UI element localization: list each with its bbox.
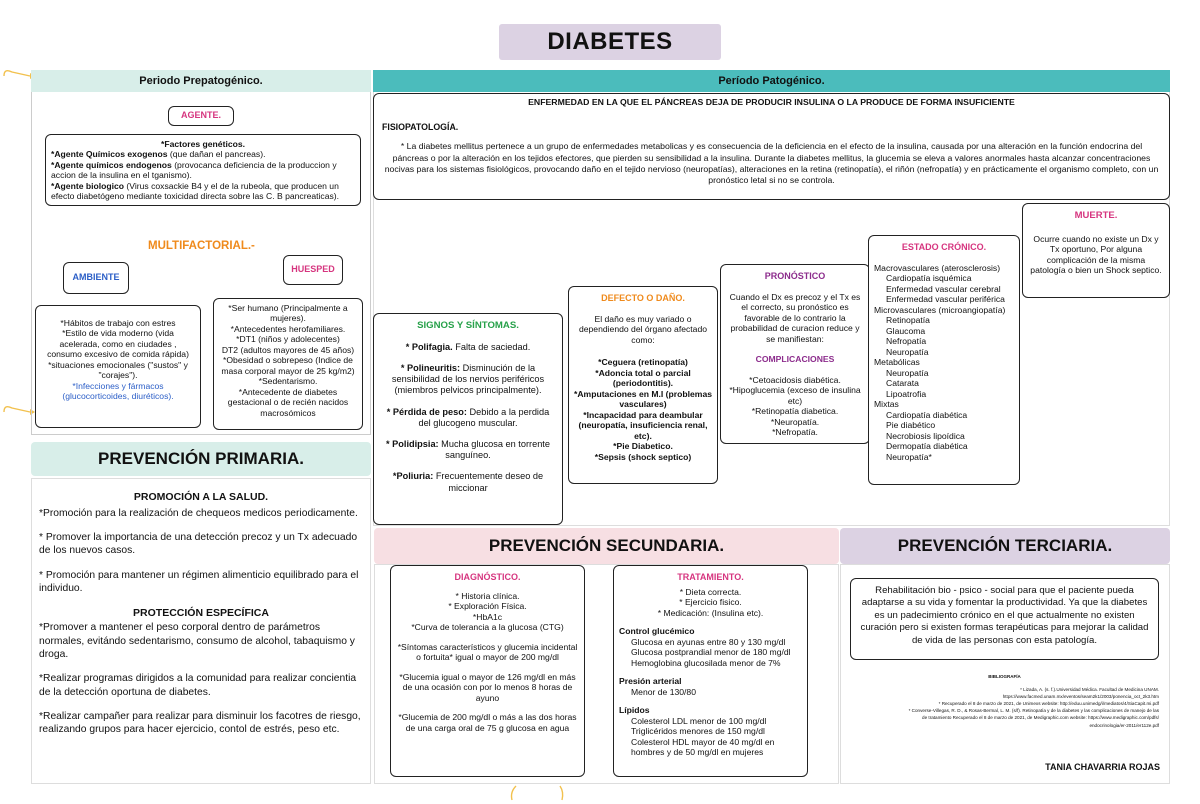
patogenico-header: Período Patogénico. [373,70,1170,92]
diagnostico-item: * Exploración Física. [448,601,527,612]
signos-item-bold: * Polidipsia: [386,439,439,450]
cronico-item: Macrovasculares (aterosclerosis) [874,262,1001,273]
agente-line-bold: *Factores genéticos. [160,139,246,149]
diagnostico-item: *Glucemia de 200 mg/dl o más a las dos horas de una carga oral de 75 g glucosa en agua [398,712,577,733]
cronico-item: Enfermedad vascular periférica [886,294,1005,305]
control-item: Glucosa postprandial menor de 180 mg/dl [631,647,791,658]
diagnostico-item: *Curva de tolerancia a la glucosa (CTG) [411,622,564,633]
muerte-label: MUERTE. [1074,210,1118,221]
bibliografia-item: * Recuperado el 8 de marzo de 2021, de Unimexs website: http://eduu.unimedg/i/mediatos/4/SiaCapit.mi.pdf [938,701,1159,707]
pronostico-box [720,264,870,444]
signos-item [381,342,555,353]
agente-line [51,181,355,202]
promocion-item: *Promoción para la realización de chequeos medicos periodicamente. [39,507,358,519]
prevencion-primaria-panel [31,478,371,784]
agente-line-text: (Virus coxsackie B4 y el de la rubeola, que producen un efecto diabetógeno mediante toxicidad directa sobre las C. B pancreaticas). [51,180,340,202]
cronico-item: Cardiopatía diabética [886,409,968,420]
bibliografia-label: BIBLIOGRAFÍA [988,674,1021,679]
complicacion-item: *Cetoacidosis diabética. [749,374,841,385]
agente-line-text: (que dañan el pancreas). [167,149,266,160]
cronico-item: Microvasculares (microangiopatía) [874,304,1006,315]
cronico-item: Nefropatía [886,336,927,347]
prevencion-primaria-header: PREVENCIÓN PRIMARIA. [31,442,371,476]
tratamiento-item: * Medicación: (Insulina etc). [657,607,764,618]
bibliografia-item: * Converse-Villegas, R. D., & Rosas-Bermal, L. M. (s/f). Retinopatía y de la diabetes y las complicaciones de manejo de las [908,708,1159,714]
cronico-item: Mixtas [874,399,899,410]
lipidos-item: Colesterol LDL menor de 100 mg/dl [631,715,767,726]
agente-line-text: (provocanca deficiencia de la produccion y accion de la insulina en el tganismo). [51,159,337,181]
ambiente-label: AMBIENTE [63,262,129,294]
promocion-label: PROMOCIÓN A LA SALUD. [133,491,269,503]
fisiopatologia-box [373,93,1170,200]
cronico-item: Neuropatía* [886,451,932,462]
lipidos-item: Colesterol HDL mayor de 40 mg/dl en hombres y de 50 mg/dl en mujeres [631,736,775,758]
definition-text: ENFERMEDAD EN LA QUE EL PÁNCREAS DEJA DE PRODUCIR INSULINA O LA PRODUCE DE FORMA INSUFICIENTE [528,97,1015,107]
signos-item-text: Frecuentemente deseo de miccionar [433,471,544,493]
diagnostico-item: *Síntomas característicos y glucemia incidental o fortuita* igual o mayor de 200 mg/dl [397,641,578,663]
presion-label: Presión arterial [619,676,682,687]
cronico-item: Necrobiosis lipoídica [886,430,965,441]
fisio-label: FISIOPATOLOGÍA. [382,121,459,132]
huesped-label: HUESPED [283,255,343,285]
lipidos-label: Lípidos [619,705,650,716]
bibliografia-item: endocrinologia/er-2011/er112e.pdf [1089,722,1159,728]
signos-item [381,439,555,461]
cronico-item: Neuropatía [886,367,929,378]
huesped-line: *Obesidad o sobrepeso (Indice de masa corporal mayor de 25 kg/m2) [221,355,355,376]
diagnostico-box [390,565,585,777]
signos-item-bold: * Pérdida de peso: [386,406,467,417]
cronico-label: ESTADO CRÓNICO. [901,242,987,252]
arrow-left-top [4,71,30,76]
agente-box [45,134,361,206]
signos-item-bold: * Polineuritis: [400,362,461,373]
proteccion-item: *Realizar campañer para realizar para disminuir los facotres de riesgo, realizando grupos para hacer ejercicio, contol de estrés, peso etc. [39,711,361,736]
agente-line [51,160,355,181]
defecto-item: *Adoncia total o parcial (periodontitis). [595,367,691,389]
arrow-bottom-2 [560,786,563,800]
agente-label: AGENTE. [168,106,234,126]
muerte-box [1022,203,1170,298]
diagnostico-item [396,633,579,642]
agente-line-bold: *Agente biologico [51,180,125,191]
ambiente-line: *situaciones emocionales ("sustos" y "corajes"). [48,359,188,381]
prepatogenico-header: Periodo Prepatogénico. [31,70,371,92]
complicacion-item: *Hipoglucemia (exceso de insulina etc) [729,385,861,406]
prevencion-terciaria-header: PREVENCIÓN TERCIARIA. [840,528,1170,564]
huesped-line: *DT1 (niños y adolecentes) [236,334,340,345]
defecto-item: *Incapacidad para deambular (neuropatía, insuficiencia renal, etc). [578,409,708,441]
signos-item [381,363,555,397]
cronico-item: Cardiopatía isquémica [886,273,972,284]
muerte-text: Ocurre cuando no existe un Dx y Tx oportuno, Por alguna complicación de la misma patología o bien un Shock septico. [1030,233,1162,276]
ambiente-line: *Hábitos de trabajo con estres [60,318,176,328]
multifactorial-label: MULTIFACTORIAL.- [148,240,255,252]
page-title: DIABETES [499,24,721,60]
terciaria-box: Rehabilitación bio - psico - social para que el paciente pueda adaptarse a su vida y fomentar la productividad. Ya que la diabetes es un padecimiento crónico en el que actualmente no existen curación pero si existen formas terapéuticas para mejorar la calidad de vida de las personas con esta patología. [850,578,1159,660]
signos-item-text: Disminución de la sensibilidad de los nervios periféricos (miembros pelvicos principalmente). [391,362,545,396]
cronico-item: Glaucoma [886,325,926,336]
huesped-line: *Ser humano (Principalmente a mujeres). [228,303,348,324]
cronico-item: Catarata [886,378,919,389]
signos-item-text: Debido a la perdida del glucogeno muscular. [418,406,550,428]
diagnostico-item: *HbA1c [472,611,503,622]
defecto-item: *Amputaciones en M.I (problemas vasculares) [574,388,713,410]
agente-line-bold: *Agente químicos endogenos [51,159,172,170]
cronico-item: Enfermedad vascular cerebral [886,283,1001,294]
cronico-item: Pie diabético [886,420,936,431]
diagnostico-item [396,663,579,672]
huesped-line: DT2 (adultos mayores de 45 años) [221,344,355,355]
huesped-line: *Antecedente de diabetes gestacional o de recién nacidos macrosómicos [227,386,349,418]
signos-item [381,407,555,429]
control-item: Hemoglobina glucosilada menor de 7% [631,657,781,668]
complicacion-item: *Neuropatía. [770,416,820,427]
bibliografia-list [850,686,1159,729]
cronico-item: Retinopatía [886,315,930,326]
agente-line-bold: *Agente Químicos exogenos [51,149,168,160]
defecto-item: *Ceguera (retinopatía) [598,357,688,368]
cronico-item: Dermopatía diabética [886,441,968,452]
signos-label: SIGNOS Y SÍNTOMAS. [417,320,519,331]
agente-line [51,149,355,159]
ambiente-line: *Estilo de vida moderno (vida acelerada, como en ciudades , consumo excesivo de comida rápida) [47,328,189,360]
agente-line [51,139,355,149]
ambiente-line: *Infecciones y fármacos (glucocorticoides, diuréticos). [62,380,174,402]
control-item: Glucosa en ayunas entre 80 y 130 mg/dl [631,636,786,647]
complicacion-item: *Retinopatía diabetica. [751,406,839,417]
pronostico-label: PRONÓSTICO [764,271,826,281]
diagnostico-item: *Glucemia igual o mayor de 126 mg/dl en más de una ocasión con por lo menos 8 horas de ayuno [399,671,576,703]
control-label: Control glucémico [619,626,695,637]
signos-box [373,313,563,525]
bibliografia-item: https://www.facmed.unam.mx/eventos/seam2k1/2003/ponencia_oct_2k3.htm [1002,694,1159,700]
promocion-item: * Promoción para mantener un régimen alimenticio equilibrado para el individuo. [39,569,359,595]
ambiente-box [35,305,201,428]
signos-item [381,471,555,493]
pronostico-text: Cuando el Dx es precoz y el Tx es el correcto, su pronóstico es favorable de lo contrario la probabilidad de curacion reduce y se manifiestan: [729,291,861,344]
huesped-line: *Sedentarismo. [258,376,318,387]
tratamiento-label: TRATAMIENTO. [677,572,744,582]
complicaciones-label: COMPLICACIONES [755,354,835,365]
cronico-item: Metabólicas [874,357,920,368]
defecto-label: DEFECTO O DAÑO. [601,293,685,303]
author-name: TANIA CHAVARRIA ROJAS [1045,762,1160,772]
defecto-box [568,286,718,484]
signos-item-bold: *Poliuria: [392,471,434,482]
huesped-box [213,298,363,430]
proteccion-label: PROTECCIÓN ESPECÍFICA [133,606,269,619]
diagnostico-item [396,703,579,712]
proteccion-item: *Realizar programas dirigidos a la comunidad para realizar concientia de la detección oportuna de diabetes. [39,673,357,698]
proteccion-item: *Promover a mantener el peso corporal dentro de parámetros normales, evitándo sedentarismo, consumo de alcohol, tabaquismo y droga. [39,622,355,660]
cronico-item: Neuropatía [886,346,929,357]
bibliografia-item: * Lizada, A. (s. f.).Universidad Médica. Facultad de Medicina UNAM. [1020,687,1159,692]
tratamiento-box [613,565,808,777]
bibliografia-item: de tratamiento Recuperado el 8 de marzo de 2021, de Medigraphic.com website: https://www.medigraphic.com/pdfs/ [922,715,1159,721]
presion-item: Menor de 130/80 [631,686,696,697]
promocion-item: * Promover la importancia de una detección precoz y un Tx adecuado de los nuevos casos. [39,532,358,557]
prevencion-secundaria-header: PREVENCIÓN SECUNDARIA. [374,528,839,564]
tratamiento-item: * Ejercicio fisico. [679,597,742,608]
huesped-line: *Antecedentes herofamiliares. [230,323,346,334]
signos-item-text: Falta de saciedad. [452,341,531,352]
lipidos-item: Triglicéridos menores de 150 mg/dl [631,726,765,737]
defecto-item: *Pie Diabetico. [613,441,673,452]
cronico-box [868,235,1020,485]
signos-item-text: Mucha glucosa en torrente sanguíneo. [438,439,550,461]
diagnostico-label: DIAGNÓSTICO. [454,572,521,582]
arrow-bottom-1 [512,786,517,800]
complicacion-item: *Nefropatía. [772,427,818,438]
fisio-text: * La diabetes mellitus pertenece a un grupo de enfermedades metabolicas y es consecuencia de la deficiencia en el efecto de la insulina, causada por una alteración en la función endocrina del páncreas o por la alteración en los tejidos efectores, que pierden su sensibilidad a la insulina. Durante la diabetes mellitus, la glucemia se eleva a valores anormales hasta alcanzar concentraciones nocivas para los sistemas fisiológicos, provocando daño en el tejido nervioso (neuropatías), alteraciones en la retina (retinopatía), el riñón (nefropatía) y en prácticamente el organismo completo, con un pronóstico letal si no se controla. [384,141,1159,186]
signos-item-bold: * Polifagia. [405,341,453,352]
diagnostico-item: * Historia clínica. [455,590,520,601]
arrow-left-bottom [4,407,30,412]
cronico-item: Lipoatrofia [886,388,927,399]
tratamiento-item: * Dieta correcta. [679,586,742,597]
defecto-item: *Sepsis (shock septico) [594,451,692,462]
defecto-intro: El daño es muy variado o dependiendo del órgano afectado como: [578,313,708,345]
